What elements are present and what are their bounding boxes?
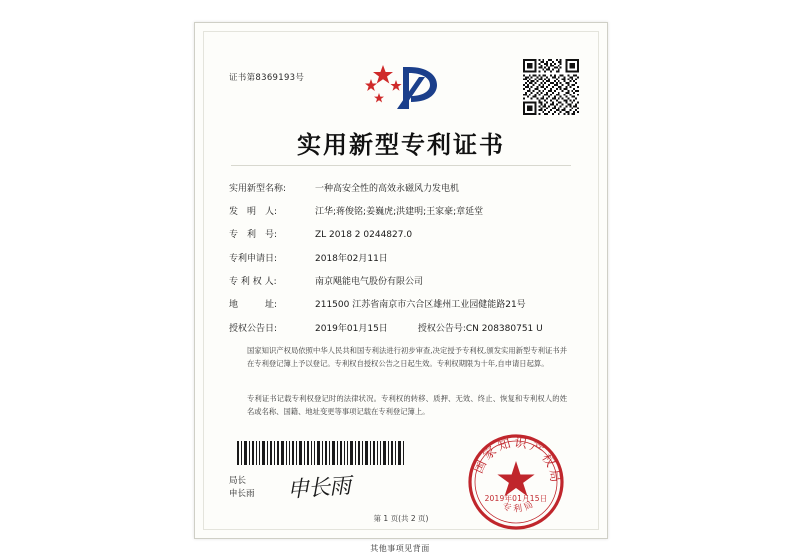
field-label-grant-number: 授权公告号: [417,324,466,334]
field-value-inventors: 江华;蒋俊铭;姜巍虎;洪建明;王家豪;章延堂 [315,207,484,217]
svg-text:国家知识产权局: 国家知识产权局 [470,434,564,486]
director-signature: 申长雨 [286,473,351,504]
field-value-address: 211500 江苏省南京市六合区雄州工业园健能路21号 [315,300,526,310]
field-grant-info [229,321,577,334]
director-label: 局长 [229,476,247,486]
director-block [229,475,255,501]
paragraph-two: 专利证书记载专利权登记时的法律状况。专利权的转移、质押、无效、终止、恢复和专利权人的姓名或名称、国籍、地址变更等事项记载在专利登记簿上。 [247,394,567,416]
field-label-grant-date: 授权公告日: [229,324,278,334]
field-value-patentee: 南京飓能电气股份有限公司 [315,277,424,287]
director-name: 申长雨 [229,488,255,499]
field-value-grant-date: 2019年01月15日 [315,324,388,334]
field-patent-number [229,227,577,240]
qr-code [523,59,579,115]
field-label-inventors: 发 明 人: [229,207,278,217]
footnote: 其他事项见背面 [370,544,430,553]
field-application-date [229,251,577,264]
field-value-application-date: 2018年02月11日 [315,254,388,264]
field-label-patent-number: 专 利 号: [229,230,278,240]
field-address [229,297,577,310]
page-title: 实用新型专利证书 [297,130,505,159]
field-utility-model-name [229,181,577,194]
cnipa-logo-icon [341,59,461,115]
paragraph-one: 国家知识产权局依照中华人民共和国专利法进行初步审查,决定授予专利权,颁发实用新型专利证书并在专利登记簿上予以登记。专利权自授权公告之日起生效。专利权期限为十年,自申请日起算。 [247,346,567,368]
field-label-address: 地 址: [229,300,278,310]
title-divider [231,165,571,166]
seal-date: 2019年01月15日 [484,494,548,503]
barcode [235,441,405,465]
field-value-grant-number: CN 208380751 U [465,324,543,334]
field-patentee [229,274,577,287]
field-label-patentee: 专 利 权 人: [229,277,277,287]
svg-text:专利局: 专利局 [501,498,538,515]
field-label-application-date: 专利申请日: [229,254,278,264]
field-value-patent-number: ZL 2018 2 0244827.0 [315,230,413,240]
page-number: 第 1 页(共 2 页) [373,514,429,523]
field-label-name: 实用新型名称: [229,184,287,194]
field-value-name: 一种高安全性的高效永磁风力发电机 [315,184,460,194]
certificate-sheet [194,22,608,539]
field-inventors [229,204,577,217]
certificate-number: 证书第8369193号 [229,73,305,83]
